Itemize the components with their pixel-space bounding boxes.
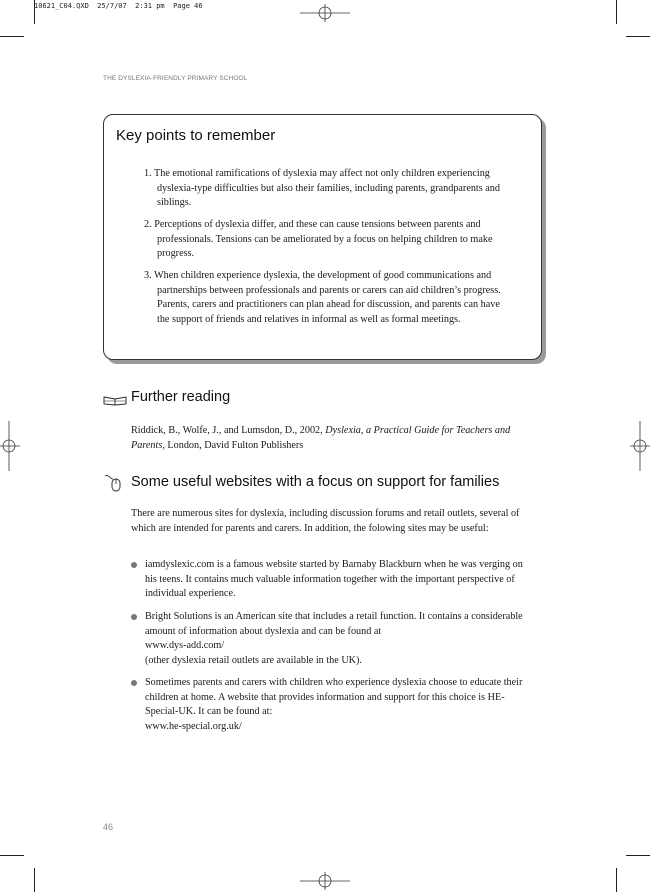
bullet-icon [131,614,137,620]
websites-title: Some useful websites with a focus on support for families [131,474,500,490]
key-points-title: Key points to remember [116,127,276,144]
crop-mark [0,36,24,37]
key-point-item: 1. The emotional ramifications of dyslexia may affect not only children experiencing dyslexia-type difficulties but also their families, including parents, grandparents and siblings. [144,168,500,209]
reference-publisher: London, David Fulton Publishers [164,439,304,451]
website-item: iamdyslexic.com is a famous website started by Barnaby Blackburn when he was verging on his teens. It contains much valuable information together with the important perspective of individual experience. [145,559,523,600]
website-url[interactable]: www.he-special.org.uk/ [145,720,242,732]
print-slug: 10621_C04.QXD 25/7/07 2:31 pm Page 46 [34,2,203,10]
registration-mark-icon [300,4,350,22]
bullet-icon [131,680,137,686]
running-header: THE DYSLEXIA-FRIENDLY PRIMARY SCHOOL [103,75,248,82]
crop-mark [626,36,650,37]
registration-mark-icon [630,421,650,471]
further-reading-reference [131,424,526,453]
registration-mark-icon [300,872,350,890]
book-icon [103,394,127,406]
bullet-icon [131,562,137,568]
crop-mark [616,868,617,892]
website-description: Bright Solutions is an American site that includes a retail function. It contains a considerable amount of information about dyslexia and can be found at [145,611,523,637]
reference-authors: Riddick, B., Wolfe, J., and Lumsdon, D., 2002, [131,425,326,436]
website-url[interactable]: www.dys-add.com/ [145,640,225,652]
key-point-item: 2. Perceptions of dyslexia differ, and these can cause tensions between parents and professionals. Tensions can be ameliorated by a focus on helping children to make progress. [144,219,493,260]
key-point-item: 3. When children experience dyslexia, the development of good communications and partnerships between professionals and parents or carers can aid children’s progress. Parents, carers and practitioners can plan ahead for discussion, and parents can have the support of friends and relatives in informal as well as formal meetings. [144,270,501,325]
crop-mark [34,868,35,892]
crop-mark [616,0,617,24]
page-number: 46 [103,822,114,832]
website-item [145,676,525,734]
crop-mark [626,855,650,856]
mouse-icon [104,473,124,493]
reference-title: Dyslexia, a Practical Guide for Teachers and Parents, [131,425,511,451]
key-points-box [103,114,542,360]
website-item [145,610,525,668]
website-note: (other dyslexia retail outlets are available in the UK). [145,654,362,666]
further-reading-title: Further reading [131,389,231,405]
crop-mark [0,855,24,856]
registration-mark-icon [0,421,20,471]
websites-intro: There are numerous sites for dyslexia, including discussion forums and retail outlets, several of which are intended for parents and carers. In addition, the folowing sites may be useful: [131,508,520,534]
website-description: Sometimes parents and carers with children who experience dyslexia choose to educate their children at home. A website that provides information and support for this choice is HE-Special-UK. It can be found at: [145,677,523,718]
